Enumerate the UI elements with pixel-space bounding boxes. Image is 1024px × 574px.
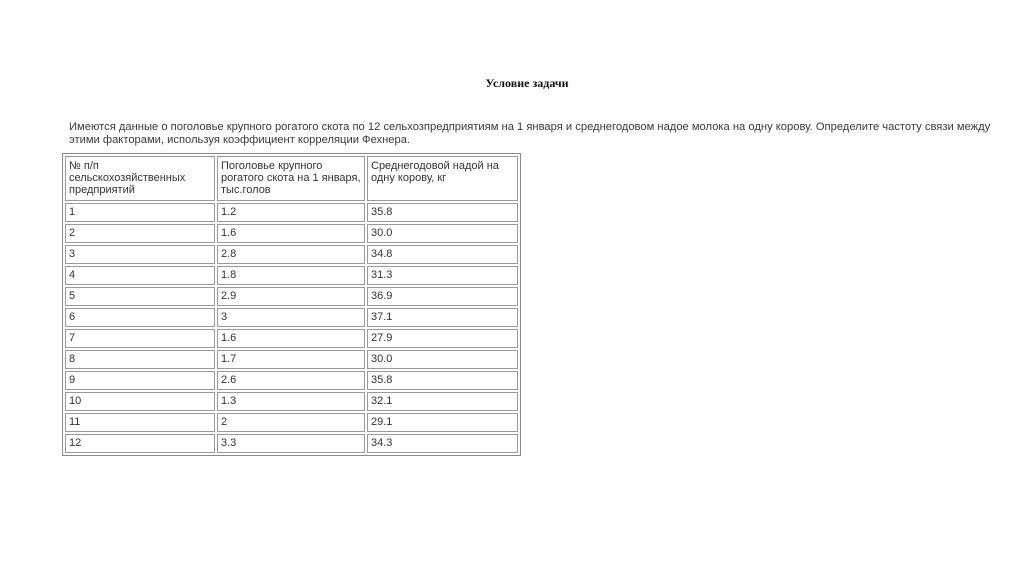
cell-number: 3 bbox=[65, 245, 215, 264]
table-header-row bbox=[65, 156, 518, 201]
cell-milk: 37.1 bbox=[367, 308, 518, 327]
data-table bbox=[62, 153, 521, 456]
header-milk-yield: Среднегодовой надой на одну корову, кг bbox=[367, 156, 518, 201]
cell-milk: 36.9 bbox=[367, 287, 518, 306]
cell-number: 2 bbox=[65, 224, 215, 243]
cell-number: 8 bbox=[65, 350, 215, 369]
cell-milk: 35.8 bbox=[367, 203, 518, 222]
cell-number: 6 bbox=[65, 308, 215, 327]
table-row bbox=[65, 350, 518, 369]
table-row bbox=[65, 224, 518, 243]
cell-cattle: 1.2 bbox=[217, 203, 365, 222]
table-row bbox=[65, 266, 518, 285]
table-row bbox=[65, 203, 518, 222]
header-cattle-count: Поголовье крупного рогатого скота на 1 января, тыс.голов bbox=[217, 156, 365, 201]
cell-cattle: 3.3 bbox=[217, 434, 365, 453]
table-row bbox=[65, 392, 518, 411]
cell-cattle: 2.8 bbox=[217, 245, 365, 264]
cell-cattle: 2.6 bbox=[217, 371, 365, 390]
table-row bbox=[65, 245, 518, 264]
cell-milk: 30.0 bbox=[367, 350, 518, 369]
cell-number: 1 bbox=[65, 203, 215, 222]
page-title: Условие задачи bbox=[485, 76, 569, 90]
cell-cattle: 1.3 bbox=[217, 392, 365, 411]
cell-cattle: 2 bbox=[217, 413, 365, 432]
problem-statement: Имеются данные о поголовье крупного рогатого скота по 12 сельхозпредприятиям на 1 января и среднегодовом надое молока на одну корову. Определите частоту связи между этими факторами, используя коэффициент корреляции Фехнера. bbox=[69, 121, 991, 146]
cell-number: 9 bbox=[65, 371, 215, 390]
header-enterprise-number: № п/п сельскохозяйственных предприятий bbox=[65, 156, 215, 201]
cell-cattle: 2.9 bbox=[217, 287, 365, 306]
cell-number: 7 bbox=[65, 329, 215, 348]
cell-milk: 34.8 bbox=[367, 245, 518, 264]
cell-cattle: 1.8 bbox=[217, 266, 365, 285]
cell-milk: 35.8 bbox=[367, 371, 518, 390]
table-row bbox=[65, 308, 518, 327]
table-row bbox=[65, 287, 518, 306]
cell-milk: 34.3 bbox=[367, 434, 518, 453]
cell-milk: 27.9 bbox=[367, 329, 518, 348]
cell-milk: 30.0 bbox=[367, 224, 518, 243]
table-row bbox=[65, 434, 518, 453]
cell-cattle: 1.7 bbox=[217, 350, 365, 369]
cell-cattle: 1.6 bbox=[217, 224, 365, 243]
cell-number: 11 bbox=[65, 413, 215, 432]
cell-number: 4 bbox=[65, 266, 215, 285]
cell-milk: 29.1 bbox=[367, 413, 518, 432]
cell-number: 10 bbox=[65, 392, 215, 411]
cell-number: 5 bbox=[65, 287, 215, 306]
cell-milk: 32.1 bbox=[367, 392, 518, 411]
cell-number: 12 bbox=[65, 434, 215, 453]
table-row bbox=[65, 371, 518, 390]
table-row bbox=[65, 413, 518, 432]
cell-cattle: 1.6 bbox=[217, 329, 365, 348]
cell-cattle: 3 bbox=[217, 308, 365, 327]
table-row bbox=[65, 329, 518, 348]
cell-milk: 31.3 bbox=[367, 266, 518, 285]
